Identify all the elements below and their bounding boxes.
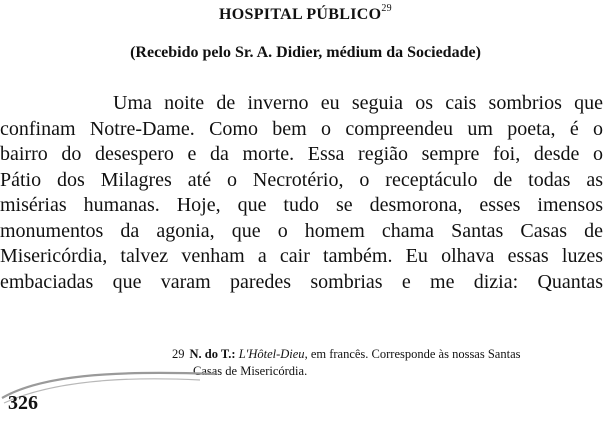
footnote-reference[interactable]: 29: [381, 3, 392, 14]
footnote-text: , em francês. Corresponde às nossas Santas: [304, 347, 521, 361]
paragraph-line: Uma noite de inverno eu seguia os cais sombrios que: [113, 92, 603, 114]
paragraph-line: misérias humanas. Hoje, que tudo se desmorona, esses imensos: [0, 194, 603, 216]
chapter-title-text: HOSPITAL PÚBLICO: [219, 6, 382, 23]
footnote-line-2: Casas de Misericórdia.: [193, 364, 308, 378]
paragraph-line: monumentos da agonia, que o homem chama Santas Casas de: [0, 219, 603, 242]
footnote-label: N. do T.:: [189, 347, 236, 361]
footnote: [172, 346, 592, 380]
footnote-italic-term: L'Hôtel-Dieu: [238, 347, 305, 361]
paragraph-line: Misericórdia, talvez venham a cair também. Eu olhava essas luzes: [0, 245, 603, 267]
chapter-subtitle: (Recebido pelo Sr. A. Didier, médium da Sociedade): [130, 44, 481, 61]
paragraph-line: bairro do desespero e da morte. Essa região sempre foi, desde o: [0, 143, 603, 165]
body-paragraph: [0, 91, 603, 295]
paragraph-line: embaciadas que varam paredes sombrias e me dizia: Quantas: [0, 270, 603, 293]
footnote-number: 29: [172, 347, 185, 361]
chapter-title: [0, 3, 611, 24]
paragraph-line: Pátio dos Milagres até o Necrotério, o receptáculo de todas as: [0, 168, 603, 191]
page-number: 326: [8, 392, 38, 414]
footnote-line-1: [172, 346, 592, 363]
paragraph-line: confinam Notre-Dame. Como bem o compreendeu um poeta, é o: [0, 117, 603, 140]
